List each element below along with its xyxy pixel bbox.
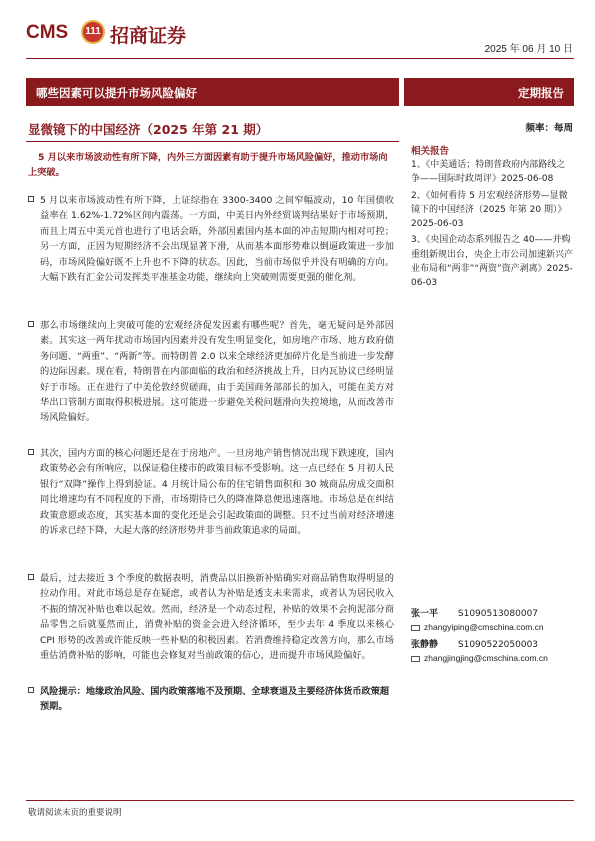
paragraph-text: 最后，过去接近 3 个季度的数据表明，消费品以旧换新补贴确实对商品销售取得明显的拉动作用。对此市场总是存在疑虑，或者认为补贴是透支未来需求，或者认为居民收入不振的情况补贴也难以起效。然而，经济是一个动态过程，补贴的效果不会拘泥部分商品零售之后就戛然而止，消费补贴的资金会进入经济循环，至少去年 4 季度以来核心 CPI 形势的改善或许能反映一些补贴的积极因素。若消费维持稳定改善方向，那么市场重估消费补贴的影响，可能也会修复对当前政策的信心，进而提升市场风险偏好。 (40, 573, 394, 662)
footer-divider (26, 800, 574, 801)
report-title: 哪些因素可以提升市场风险偏好 (36, 86, 197, 100)
mail-icon (411, 625, 420, 631)
related-report-link[interactable]: 3、《央国企动态系列报告之 40——并购重组新规出台，央企上市公司加速新兴产业布局和“两非”“两资”资产剥离》2025-06-03 (411, 235, 574, 289)
email-text: zhangjingjing@cmschina.com.cn (424, 653, 548, 663)
footer-note: 敬请阅读末页的重要说明 (28, 808, 122, 818)
mail-icon (411, 656, 420, 662)
header-divider (26, 58, 574, 59)
bullet-icon (28, 449, 34, 455)
email-text: zhangyiping@cmschina.com.cn (424, 622, 544, 632)
company-logo (26, 18, 226, 48)
author-line (411, 637, 538, 650)
author-name: 张一平 (411, 609, 439, 619)
author-id: S1090513080007 (457, 609, 539, 619)
abstract: 5 月以来市场波动性有所下降，内外三方面因素有助于提升市场风险偏好，推动市场向上突破。 (28, 152, 388, 178)
author-line (411, 606, 538, 619)
related-report-link[interactable]: 1、《中美通话；特朗普政府内部路线之争——国际时政周评》2025-06-08 (411, 160, 566, 185)
bullet-icon (28, 687, 34, 693)
report-frequency: 频率：每周 (525, 123, 573, 134)
report-date: 2025 年 06 月 10 日 (484, 44, 573, 55)
related-report-link[interactable]: 2、《如何看待 5 月宏观经济形势—显微镜下的中国经济（2025 年第 20 期）》2025-06-03 (411, 190, 568, 230)
bullet-icon (28, 196, 34, 202)
author-email[interactable] (411, 622, 544, 632)
related-reports-list (411, 158, 574, 293)
bullet-icon (28, 574, 34, 580)
subtitle-divider (26, 141, 399, 142)
bullet-icon (28, 321, 34, 327)
body-paragraph (28, 446, 394, 538)
report-type: 定期报告 (518, 86, 564, 100)
report-subtitle: 显微镜下的中国经济（2025 年第 21 期） (28, 122, 269, 137)
report-type-banner (404, 78, 574, 106)
paragraph-text: 5 月以来市场波动性有所下降，上证综指在 3300-3400 之间窄幅波动，10 年国债收益率在 1.62%-1.72%区间内震荡。一方面，中美日内外经贸谈判结果好于市场预期，而且上周五中美元首也进行了电话会晤，外部因素国内基本面的冲击短期内相对可控；另一方面，正因为短期经济不会出现显著下滑，从而基本面形势难以倒逼政策进一步加码，市场风险偏好既不上升也不下降的状态。因此，当前市场似乎并没有明确的方向。大幅下跌有汇金公司发挥类平准基金功能，继续向上突破则需要更强的催化剂。 (40, 195, 394, 284)
author-id: S1090522050003 (457, 640, 539, 650)
risk-warning (28, 684, 394, 715)
paragraph-text: 那么市场继续向上突破可能的宏观经济促发因素有哪些呢？首先，毫无疑问是外部因素。其实这一两年扰动市场国内因素并没有发生明显变化，如房地产市场、地方政府债务问题、“两重”、“两新”等。而特朗普 2.0 以来全球经济更加碎片化是当前进一步发酵的边际因素。现在看，特朗普在内部面临的政治和经济挑战上升，日内瓦协议已经明显好于市场。正在进行了中美伦敦经贸磋商，由于美国商务部部长的加入，可能在美方对华出口管制方面取得积极进展。这可能进一步避免关税问题滑向失控境地，从而改善市场风险偏好。 (40, 320, 394, 424)
author-name: 张静静 (411, 640, 439, 650)
paragraph-text: 其次，国内方面的核心问题还是在于房地产。一旦房地产销售情况出现下跌速度，国内政策势必会有所响应，以保证稳住楼市的政策目标不受影响。这一点已经在 5 月初人民银行“双降”操作上得到验证。4 月统计局公布的住宅销售面积和 30 城商品房成交面积同比增速均有不同程度的下滑，市场期待已久的降准降息便迅速落地。市场总是在纠结政策意愿或态度，其实基本面的变化还是会引起政策面的调整。只不过当前对经济增速的诉求已经下降，大起大落的经济形势并非当前政策追求的局面。 (40, 448, 394, 537)
body-paragraph (28, 318, 394, 426)
risk-text: 风险提示：地缘政治风险、国内政策落地不及预期、全球衰退及主要经济体货币政策超预期。 (40, 686, 390, 713)
logo-latin: CMS (26, 22, 69, 43)
body-paragraph (28, 193, 394, 285)
title-banner (26, 78, 399, 106)
related-reports-title: 相关报告 (411, 146, 450, 157)
body-paragraph (28, 571, 394, 663)
logo-badge-icon: 111 (81, 20, 105, 44)
author-email[interactable] (411, 653, 548, 663)
logo-chinese: 招商证券 (110, 25, 187, 47)
